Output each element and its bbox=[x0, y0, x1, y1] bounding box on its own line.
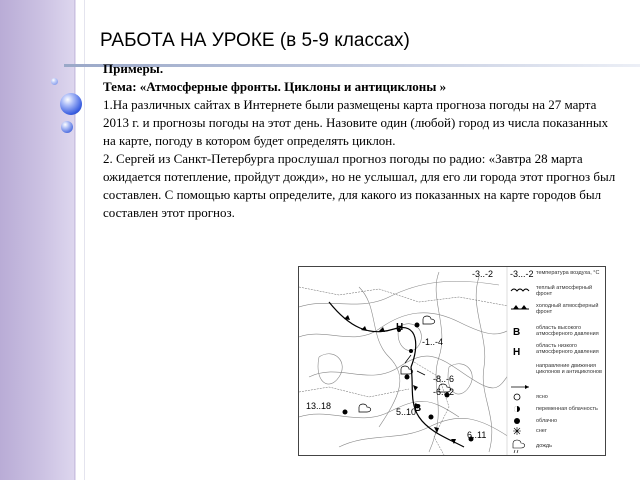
map-temp-1: -3..-2 bbox=[472, 269, 494, 279]
map-temp-4: -6..-2 bbox=[433, 387, 455, 397]
topic-line: Тема: «Атмосферные фронты. Циклоны и антициклоны » bbox=[103, 79, 447, 94]
decorative-orb-small bbox=[61, 121, 73, 133]
legend-high-symbol: В bbox=[513, 327, 521, 338]
slide-body bbox=[103, 60, 623, 222]
map-high-pressure-symbol: В bbox=[414, 403, 422, 414]
task-2: 2. Сергей из Санкт-Петербурга прослушал прогноз погоды по радио: «Завтра 28 марта ожидается потепление, пройдут дожди», но не услышал, для его ли города этот прогноз был составлен. С помощью карты определите, для какого из показанных на карте городов был составлен этот прогноз. bbox=[103, 151, 616, 220]
map-temp-2: -1..-4 bbox=[422, 337, 444, 347]
map-temp-5: 13..18 bbox=[306, 401, 332, 411]
slide-title: РАБОТА НА УРОКЕ (в 5-9 классах) bbox=[100, 30, 410, 51]
examples-label: Примеры. bbox=[103, 61, 164, 76]
legend-temp-sample: -3...-2 bbox=[510, 269, 534, 279]
legend-cloudy: облачно bbox=[536, 418, 558, 424]
decorative-orb-large bbox=[60, 93, 82, 115]
legend-variable: переменная облачность bbox=[536, 406, 598, 412]
legend-low-symbol: Н bbox=[513, 347, 521, 358]
vertical-rule bbox=[84, 0, 85, 480]
map-low-pressure-symbol: Н bbox=[396, 322, 404, 333]
legend-low-pressure: область низкого атмосферного давления bbox=[536, 343, 599, 355]
map-temp-7: 6..11 bbox=[467, 430, 487, 440]
weather-forecast-map bbox=[298, 266, 606, 456]
legend-rain: дождь bbox=[536, 443, 552, 449]
decorative-orb-tiny bbox=[51, 78, 58, 85]
slide-decorative-band bbox=[0, 0, 74, 480]
legend-warm-front: теплый атмосферный фронт bbox=[536, 285, 593, 297]
legend-cold-front: холодный атмосферный фронт bbox=[536, 303, 599, 315]
map-temp-3: -8..-6 bbox=[433, 374, 455, 384]
legend-air-temp: температура воздуха, °С bbox=[536, 270, 600, 276]
map-temp-6: 5..10 bbox=[396, 407, 417, 417]
task-1: 1.На различных сайтах в Интернете были размещены карта прогноза погоды на 27 марта 2013 г. и прогнозы погоды на этот день. Назовите один (любой) город из числа показанных на карте, погоду в котором будет определять циклон. bbox=[103, 97, 609, 148]
legend-clear: ясно bbox=[536, 394, 548, 400]
band-edge bbox=[74, 0, 76, 480]
legend-movement: направление движения циклонов и антициклонов bbox=[536, 363, 602, 375]
legend-snow: снег bbox=[536, 428, 547, 434]
legend-high-pressure: область высокого атмосферного давления bbox=[536, 325, 599, 337]
